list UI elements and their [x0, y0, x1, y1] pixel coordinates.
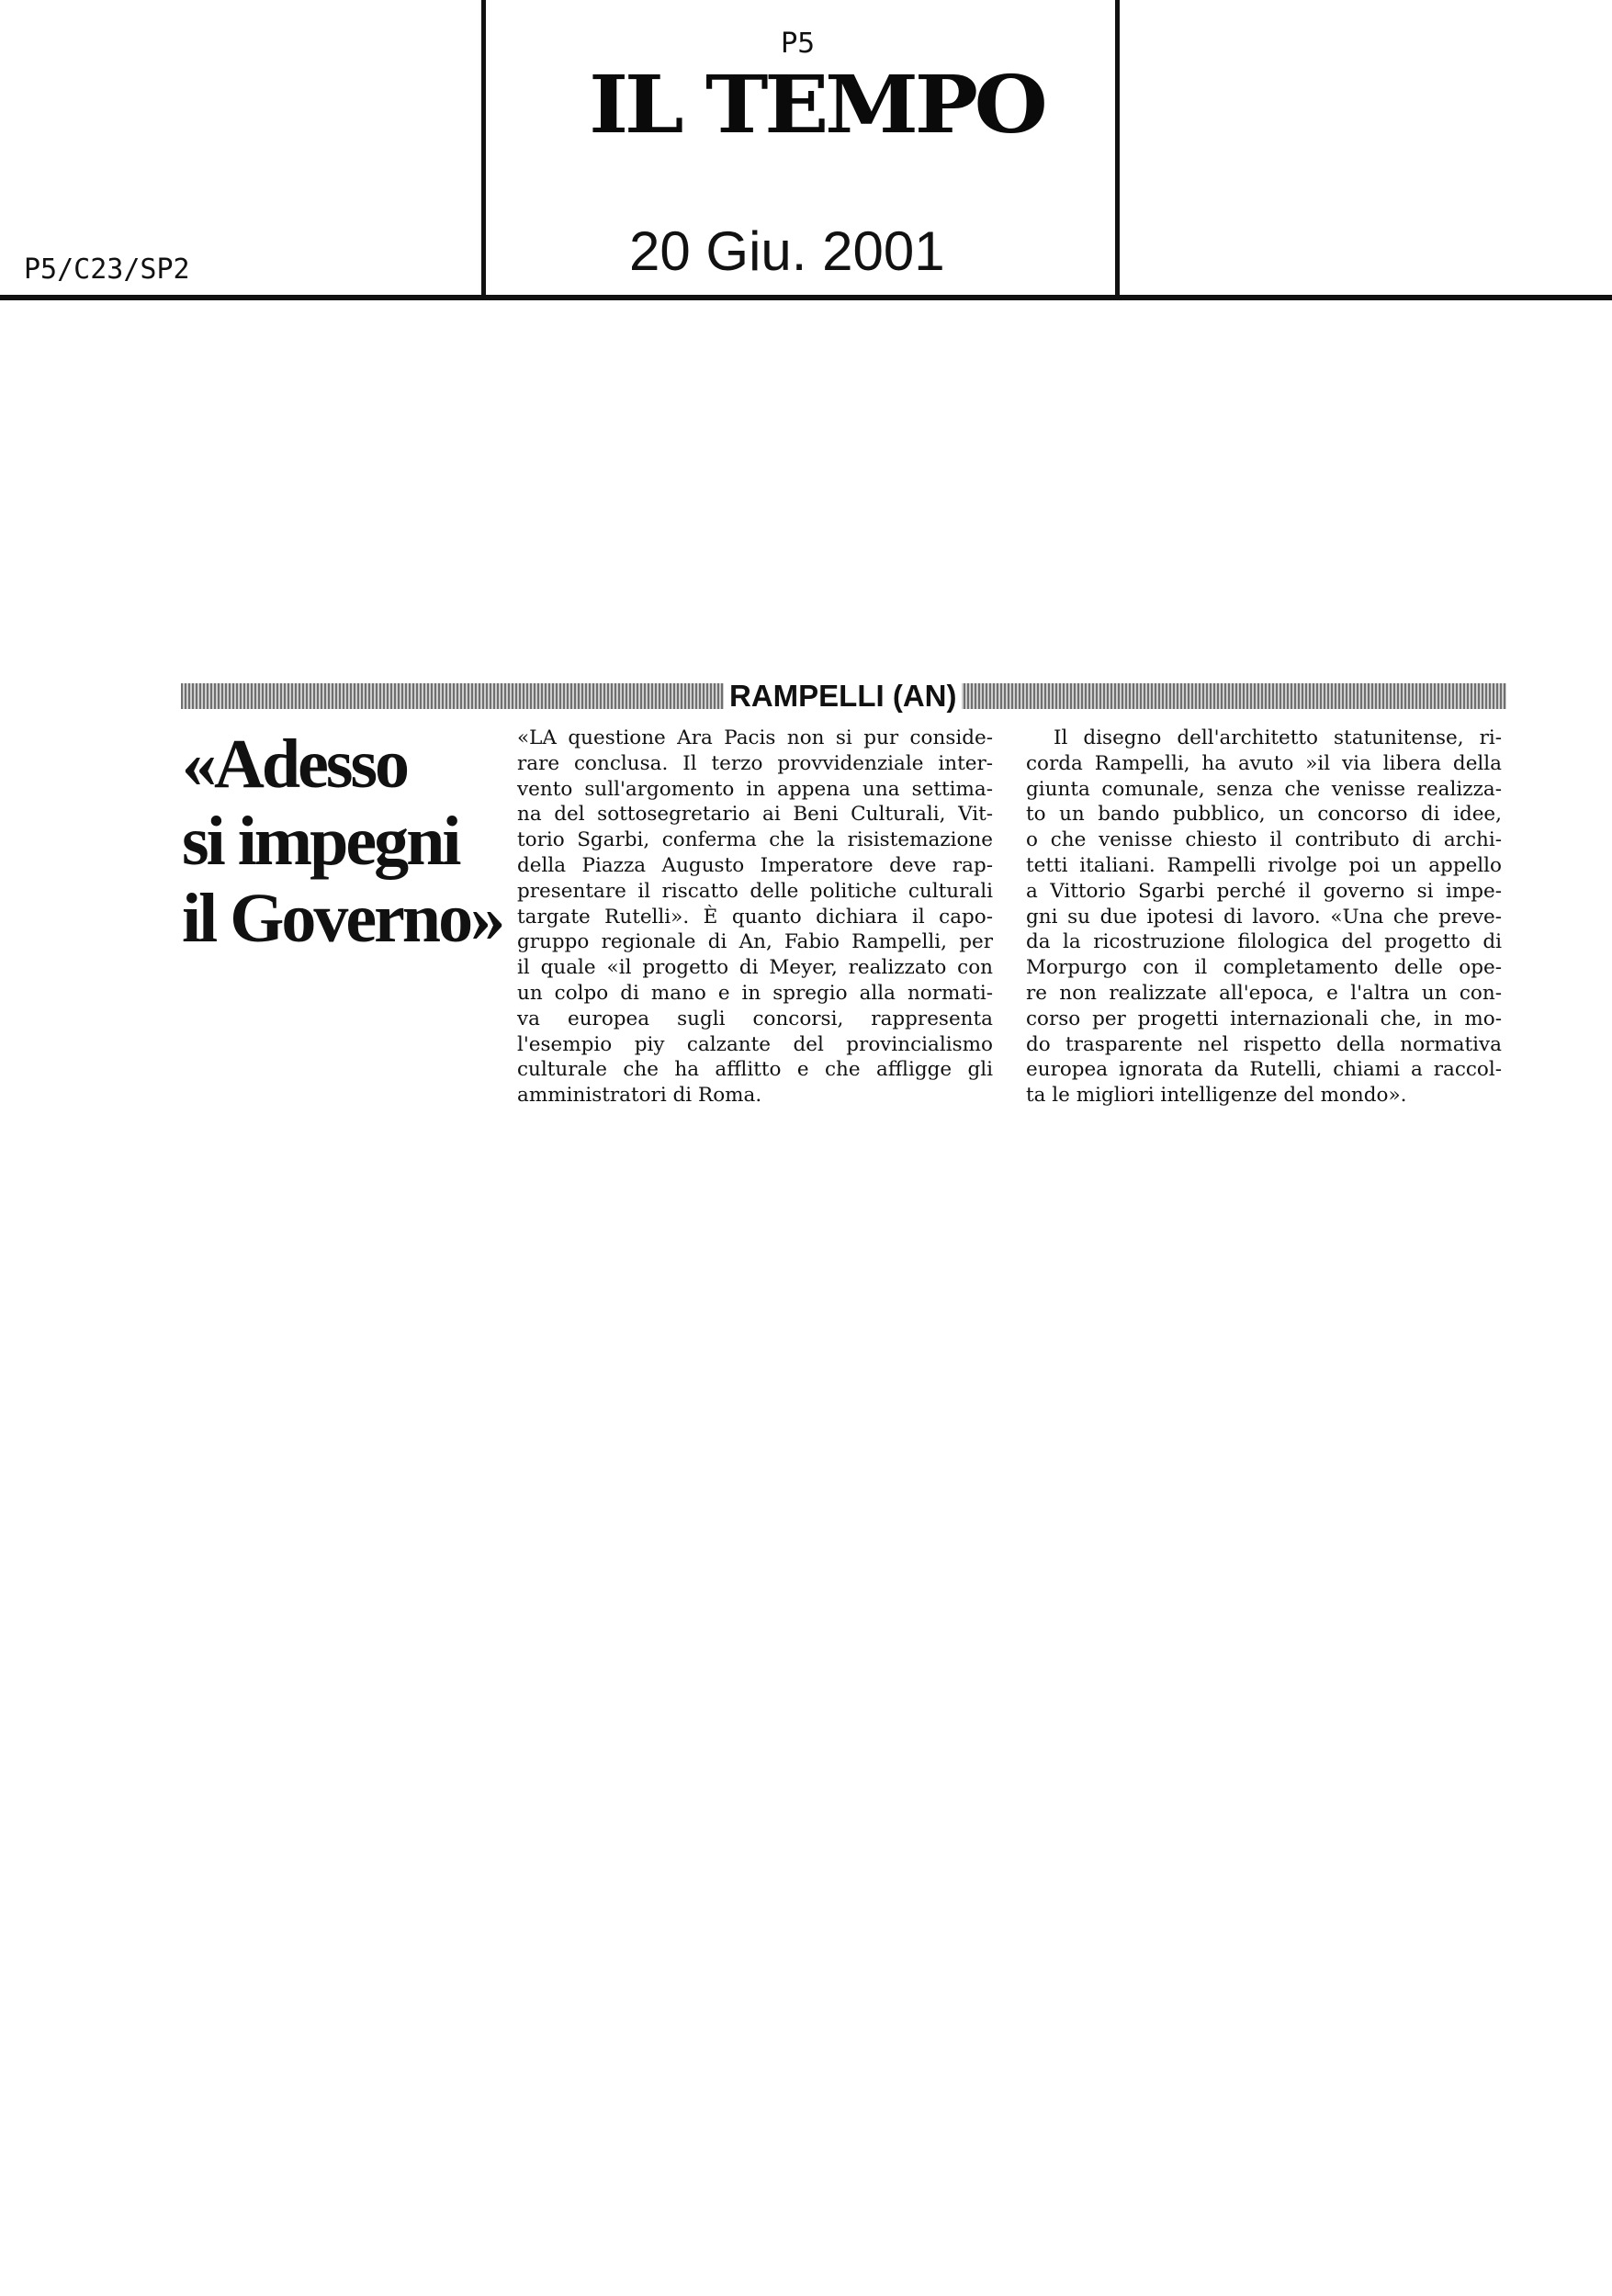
text-line: Il disegno dell'architetto statunitense, ri-	[1054, 726, 1502, 749]
text-line: a Vittorio Sgarbi perché il governo si impe-	[1026, 879, 1502, 903]
publication-date: 20 Giu. 2001	[629, 220, 945, 282]
text-line: culturale che ha afflitto e che affligge gli	[517, 1058, 993, 1082]
header-rule	[0, 295, 1612, 300]
text-line: va europea sugli concorsi, rappresenta	[517, 1007, 993, 1030]
article-column-1	[517, 726, 993, 1109]
newspaper-masthead: IL TEMPO	[589, 59, 1044, 152]
text-line: o che venisse chiesto il contributo di archi-	[1026, 828, 1502, 852]
text-line: tetti italiani. Rampelli rivolge poi un appello	[1026, 853, 1502, 877]
headline-line: si impegni	[182, 803, 459, 880]
article-headline	[182, 726, 503, 957]
text-line: re non realizzate all'epoca, e l'altra un con-	[1026, 981, 1502, 1005]
headline-line: «Adesso	[182, 726, 408, 803]
text-line: presentare il riscatto delle politiche culturali	[517, 879, 993, 903]
text-line: vento sull'argomento in appena una settima-	[517, 777, 993, 801]
text-line: amministratori di Roma.	[517, 1084, 762, 1108]
text-line: giunta comunale, senza che venisse realizza-	[1026, 777, 1502, 801]
text-line: un colpo di mano e in spregio alla normati-	[517, 981, 993, 1005]
header-divider-right	[1115, 0, 1120, 298]
text-line: della Piazza Augusto Imperatore deve rap-	[517, 853, 993, 877]
text-line: to un bando pubblico, un concorso di idee,	[1026, 803, 1502, 827]
page-number: P5	[781, 28, 816, 60]
text-line: do trasparente nel rispetto della normativa	[1026, 1032, 1502, 1056]
text-line: rare conclusa. Il terzo provvidenziale inter-	[517, 751, 993, 775]
text-line: corda Rampelli, ha avuto »il via libera della	[1026, 751, 1502, 775]
headline-line: il Governo»	[182, 880, 503, 957]
text-line: europea ignorata da Rutelli, chiami a raccol-	[1026, 1058, 1502, 1082]
text-line: Morpurgo con il completamento delle ope-	[1026, 956, 1502, 980]
text-line: l'esempio piy calzante del provincialismo	[517, 1032, 993, 1056]
text-line: targate Rutelli». È quanto dichiara il capo-	[517, 905, 993, 929]
text-line: gni su due ipotesi di lavoro. «Una che preve-	[1026, 905, 1502, 929]
clipping-code: P5/C23/SP2	[24, 253, 190, 286]
header-divider-left	[481, 0, 486, 298]
text-line: «LA questione Ara Pacis non si pur conside-	[517, 726, 993, 749]
article-column-2	[1026, 726, 1502, 1109]
text-line: da la ricostruzione filologica del progetto di	[1026, 930, 1502, 954]
text-line: torio Sgarbi, conferma che la risistemazione	[517, 828, 993, 852]
text-line: gruppo regionale di An, Fabio Rampelli, per	[517, 930, 993, 954]
text-line: na del sottosegretario ai Beni Culturali, Vit-	[517, 803, 993, 827]
text-line: corso per progetti internazionali che, in mo-	[1026, 1007, 1502, 1030]
text-line: il quale «il progetto di Meyer, realizzato con	[517, 956, 993, 980]
article-kicker: RAMPELLI (AN)	[724, 678, 962, 715]
text-line: ta le migliori intelligenze del mondo».	[1026, 1084, 1407, 1108]
